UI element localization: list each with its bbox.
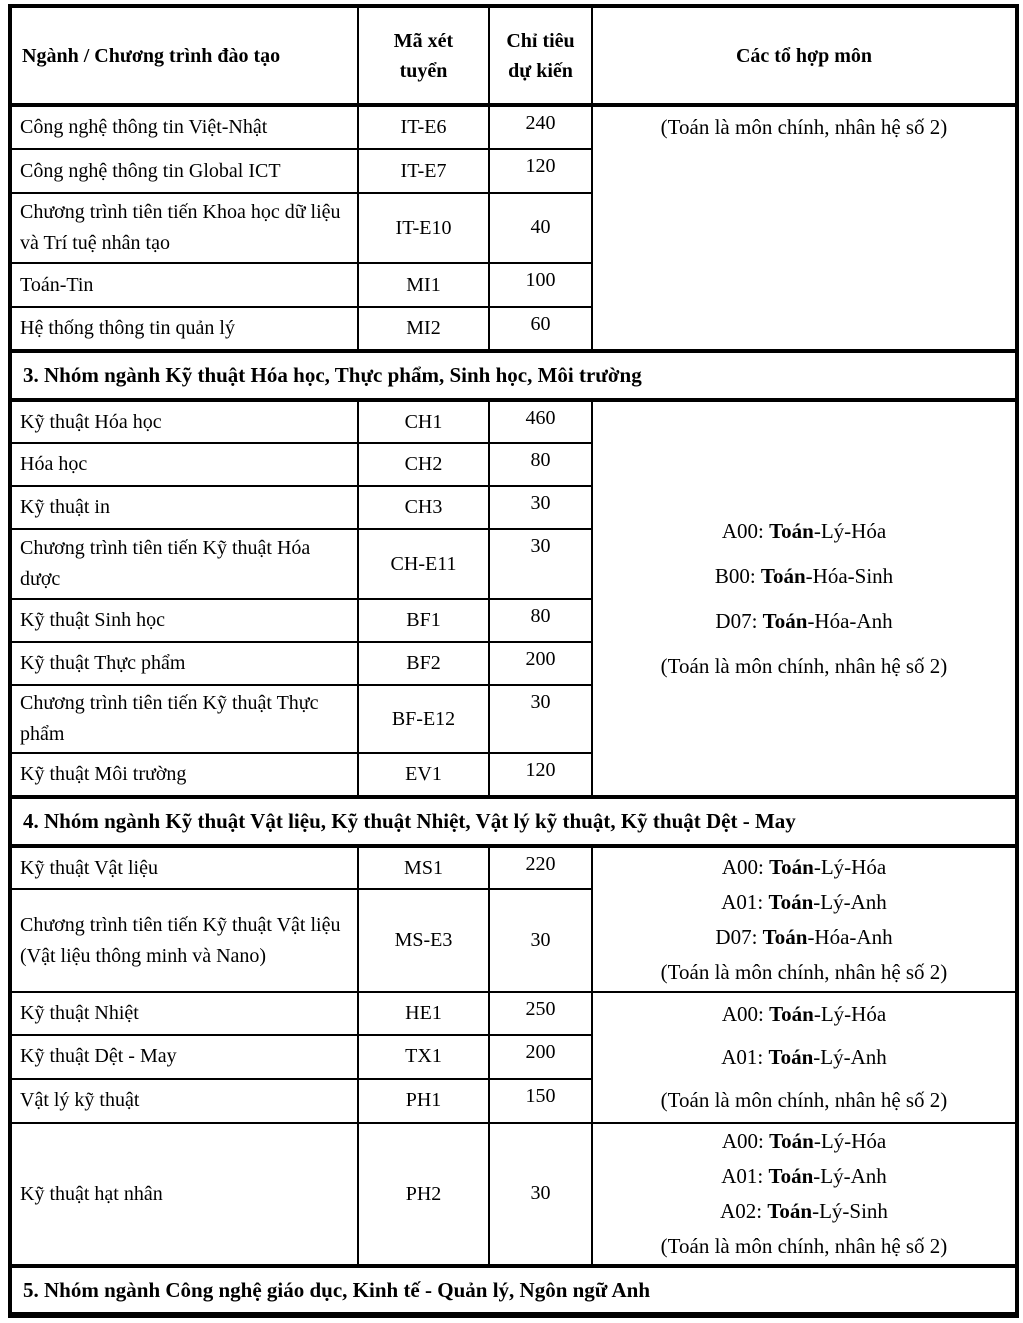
program-name: Hệ thống thông tin quản lý	[10, 307, 358, 351]
combo-subjects: -Hóa-Anh	[807, 608, 893, 633]
combo-note: (Toán là môn chính, nhân hệ số 2)	[660, 1088, 948, 1112]
admissions-quota-table	[8, 4, 1019, 1318]
quota-value: 30	[489, 486, 592, 529]
quota-value: 30	[489, 1123, 592, 1266]
combo-subjects: -Lý-Sinh	[812, 1199, 888, 1223]
combo-subjects: -Lý-Hóa	[813, 1129, 887, 1153]
quota-value: 220	[489, 846, 592, 889]
program-name: Kỹ thuật Dệt - May	[10, 1035, 358, 1078]
combo-main-subject: Toán	[762, 924, 808, 949]
subject-combo	[599, 1124, 1009, 1159]
admission-code: PH1	[358, 1079, 489, 1123]
admission-code: IT-E7	[358, 149, 489, 193]
quota-value: 80	[489, 599, 592, 642]
combo-subjects: -Lý-Anh	[813, 889, 887, 914]
section-row	[10, 351, 1017, 400]
combo-cell	[592, 105, 1017, 351]
combo-main-subject: Toán	[767, 1199, 813, 1223]
combo-code: D07:	[715, 924, 763, 949]
program-name: Hóa học	[10, 443, 358, 486]
program-name: Công nghệ thông tin Việt-Nhật	[10, 105, 358, 149]
admission-code: CH2	[358, 443, 489, 486]
program-name: Chương trình tiên tiến Khoa học dữ liệu và Trí tuệ nhân tạo	[10, 193, 358, 263]
combo-note: (Toán là môn chính, nhân hệ số 2)	[660, 1234, 948, 1258]
program-name: Công nghệ thông tin Global ICT	[10, 149, 358, 193]
subject-combo	[599, 885, 1009, 920]
combo-main-subject: Toán	[768, 889, 814, 914]
combo-cell	[592, 846, 1017, 992]
admission-code: HE1	[358, 992, 489, 1035]
combo-main-subject: Toán	[762, 608, 808, 633]
program-name: Kỹ thuật hạt nhân	[10, 1123, 358, 1266]
combo-main-subject: Toán	[769, 1002, 814, 1026]
combo-code: A01:	[721, 889, 769, 914]
combo-code: A02:	[720, 1199, 768, 1223]
subject-combo	[599, 599, 1009, 644]
combo-subjects: -Lý-Hóa	[813, 854, 887, 879]
combo-code: A00:	[721, 518, 770, 543]
combo-code: A01:	[721, 1045, 769, 1069]
admission-code: MS-E3	[358, 889, 489, 992]
quota-value: 240	[489, 105, 592, 149]
admission-code: TX1	[358, 1035, 489, 1078]
combo-code: A00:	[721, 854, 770, 879]
program-name: Chương trình tiên tiến Kỹ thuật Hóa dược	[10, 529, 358, 599]
combo-code: A01:	[721, 1164, 769, 1188]
admission-code: EV1	[358, 753, 489, 797]
program-name: Kỹ thuật Hóa học	[10, 400, 358, 443]
admission-code: MI2	[358, 307, 489, 351]
header-row	[10, 6, 1017, 105]
admission-code: CH1	[358, 400, 489, 443]
admission-code: MS1	[358, 846, 489, 889]
program-name: Kỹ thuật in	[10, 486, 358, 529]
table-row	[10, 846, 1017, 889]
subject-combo	[599, 509, 1009, 554]
quota-value: 120	[489, 753, 592, 797]
subject-combo	[599, 554, 1009, 599]
quota-value: 100	[489, 263, 592, 307]
admission-code: BF2	[358, 642, 489, 685]
admission-code: IT-E10	[358, 193, 489, 263]
combo-main-subject: Toán	[769, 1129, 814, 1153]
section-title: 3. Nhóm ngành Kỹ thuật Hóa học, Thực phẩm, Sinh học, Môi trường	[10, 351, 1017, 400]
program-name: Kỹ thuật Thực phẩm	[10, 642, 358, 685]
combo-cell	[592, 400, 1017, 797]
admission-code: IT-E6	[358, 105, 489, 149]
subject-combo	[599, 850, 1009, 885]
combo-subjects: -Lý-Anh	[813, 1164, 887, 1188]
combo-cell	[592, 1123, 1017, 1266]
quota-value: 250	[489, 992, 592, 1035]
table-row	[10, 992, 1017, 1035]
program-name: Kỹ thuật Vật liệu	[10, 846, 358, 889]
combo-subjects: -Hóa-Anh	[807, 924, 893, 949]
subject-combo	[599, 920, 1009, 955]
combo-main-subject: Toán	[768, 1045, 814, 1069]
program-name: Chương trình tiên tiến Kỹ thuật Thực phẩm	[10, 685, 358, 753]
combo-code: D07:	[715, 608, 763, 633]
col-header-program: Ngành / Chương trình đào tạo	[10, 6, 358, 105]
combo-note: (Toán là môn chính, nhân hệ số 2)	[660, 959, 948, 984]
section-title: 4. Nhóm ngành Kỹ thuật Vật liệu, Kỹ thuật Nhiệt, Vật lý kỹ thuật, Kỹ thuật Dệt - May	[10, 797, 1017, 846]
quota-value: 80	[489, 443, 592, 486]
table-row	[10, 1123, 1017, 1266]
quota-value: 40	[489, 193, 592, 263]
subject-combo	[599, 1159, 1009, 1194]
combo-subjects: -Hóa-Sinh	[805, 563, 894, 588]
admission-code: MI1	[358, 263, 489, 307]
subject-combo	[599, 993, 1009, 1036]
col-header-quota: Chỉ tiêu dự kiến	[489, 6, 592, 105]
quota-value: 200	[489, 1035, 592, 1078]
admission-code: BF-E12	[358, 685, 489, 753]
program-name: Kỹ thuật Sinh học	[10, 599, 358, 642]
table-row	[10, 400, 1017, 443]
quota-value: 30	[489, 685, 592, 753]
admission-code: PH2	[358, 1123, 489, 1266]
section-title: 5. Nhóm ngành Công nghệ giáo dục, Kinh tế - Quản lý, Ngôn ngữ Anh	[10, 1266, 1017, 1315]
combo-subjects: -Lý-Anh	[813, 1045, 887, 1069]
combo-note: (Toán là môn chính, nhân hệ số 2)	[660, 653, 948, 678]
quota-value: 120	[489, 149, 592, 193]
program-name: Toán-Tin	[10, 263, 358, 307]
program-name: Chương trình tiên tiến Kỹ thuật Vật liệu (Vật liệu thông minh và Nano)	[10, 889, 358, 992]
col-header-code: Mã xét tuyển	[358, 6, 489, 105]
quota-value: 30	[489, 889, 592, 992]
combo-note: (Toán là môn chính, nhân hệ số 2)	[660, 115, 948, 139]
combo-subjects: -Lý-Hóa	[813, 518, 887, 543]
subject-combo	[599, 1036, 1009, 1079]
combo-subjects: -Lý-Hóa	[813, 1002, 887, 1026]
admission-code: CH-E11	[358, 529, 489, 599]
admission-code: CH3	[358, 486, 489, 529]
quota-value: 460	[489, 400, 592, 443]
col-header-combos: Các tổ hợp môn	[592, 6, 1017, 105]
program-name: Vật lý kỹ thuật	[10, 1079, 358, 1123]
quota-value: 200	[489, 642, 592, 685]
combo-main-subject: Toán	[768, 1164, 814, 1188]
quota-value: 60	[489, 307, 592, 351]
table-row	[10, 105, 1017, 149]
admission-code: BF1	[358, 599, 489, 642]
combo-main-subject: Toán	[769, 854, 814, 879]
combo-main-subject: Toán	[760, 563, 806, 588]
combo-code: B00:	[714, 563, 761, 588]
combo-code: A00:	[721, 1002, 770, 1026]
subject-combo	[599, 1194, 1009, 1229]
quota-value: 150	[489, 1079, 592, 1123]
combo-cell	[592, 992, 1017, 1123]
program-name: Kỹ thuật Nhiệt	[10, 992, 358, 1035]
program-name: Kỹ thuật Môi trường	[10, 753, 358, 797]
quota-value: 30	[489, 529, 592, 599]
section-row	[10, 797, 1017, 846]
section-row	[10, 1266, 1017, 1315]
combo-main-subject: Toán	[769, 518, 814, 543]
combo-code: A00:	[721, 1129, 770, 1153]
